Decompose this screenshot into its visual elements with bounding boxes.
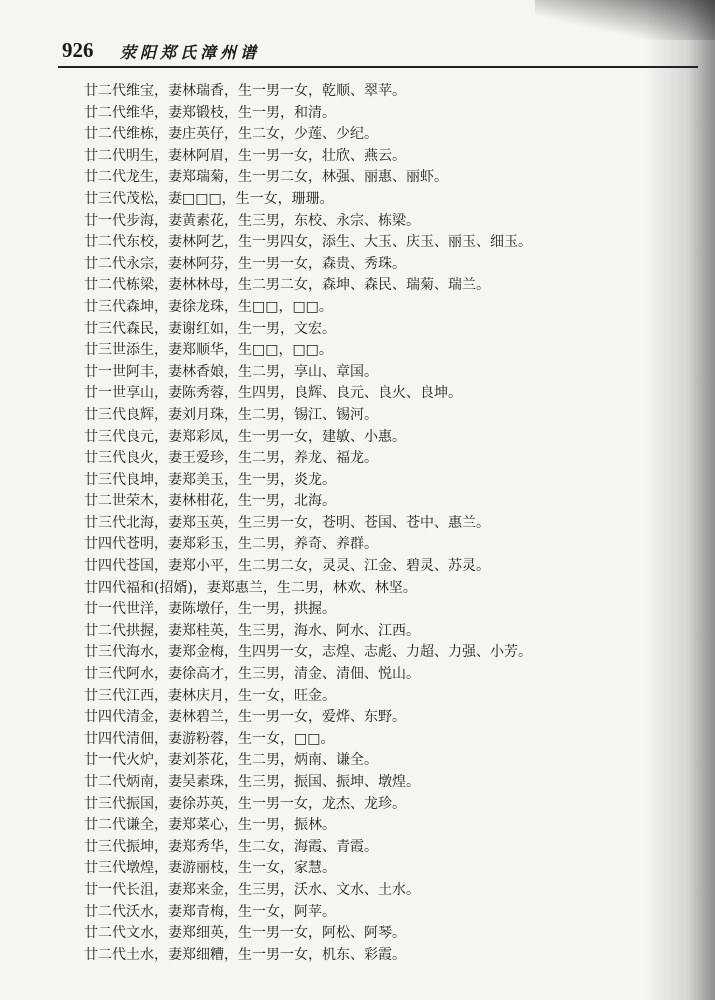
genealogy-entry: 廿三代良元，妻郑彩凤，生一男一女，建敏、小惠。 bbox=[84, 428, 406, 445]
genealogy-entry: 廿二代永宗，妻林阿芬，生一男一女，森贵、秀珠。 bbox=[84, 255, 406, 272]
genealogy-entry: 廿三代江西，妻林庆月，生一女，旺金。 bbox=[84, 687, 336, 704]
genealogy-entry: 廿三代振国，妻徐苏英，生一男一女，龙杰、龙珍。 bbox=[84, 795, 406, 812]
book-title: 荥阳郑氏漳州谱 bbox=[120, 43, 261, 62]
header-divider bbox=[58, 66, 698, 68]
genealogy-entry: 廿二代栋梁，妻林林母，生二男二女，森坤、森民、瑞菊、瑞兰。 bbox=[84, 277, 490, 294]
genealogy-entry: 廿一世享山，妻陈秀蓉，生四男，良辉、良元、良火、良坤。 bbox=[84, 385, 462, 402]
genealogy-entry: 廿二代文水，妻郑细英，生一男一女，阿松、阿琴。 bbox=[84, 925, 406, 942]
genealogy-entry: 廿三代森民，妻谢红如，生一男，文宏。 bbox=[84, 320, 336, 337]
genealogy-entry: 廿四代清金，妻林碧兰，生一男一女，爱烨、东野。 bbox=[84, 709, 406, 726]
genealogy-entry: 廿四代苍明，妻郑彩玉，生二男，养奇、养群。 bbox=[84, 536, 378, 553]
genealogy-entry: 廿二代维宝，妻林瑞香，生一男一女，乾顺、翠苹。 bbox=[84, 83, 406, 99]
genealogy-entry: 廿三代阿水，妻徐高才，生三男，清金、清佃、悦山。 bbox=[84, 666, 420, 683]
genealogy-entry: 廿二代东校，妻林阿艺，生一男四女，添生、大玉、庆玉、丽玉、细玉。 bbox=[84, 234, 532, 251]
genealogy-entry: 廿四代福和(招婿)，妻郑惠兰，生二男，林欢、林坚。 bbox=[84, 579, 417, 596]
genealogy-entry: 廿三世添生，妻郑顺华，生□□，□□。 bbox=[84, 342, 333, 359]
genealogy-entry: 廿二代沃水，妻郑青梅，生一女，阿苹。 bbox=[84, 903, 336, 920]
scan-shadow-corner bbox=[535, 0, 715, 40]
genealogy-entry: 廿一代步海，妻黄素花，生三男，东校、永宗、栋梁。 bbox=[84, 212, 420, 229]
genealogy-entry-list bbox=[84, 81, 644, 966]
genealogy-entry: 廿一代火炉，妻刘茶花，生二男，炳南、谦全。 bbox=[84, 752, 378, 769]
genealogy-entry: 廿二代谦全，妻郑菜心，生一男，振林。 bbox=[84, 817, 336, 834]
genealogy-entry: 廿二代维栋，妻庄英仔，生二女，少莲、少纪。 bbox=[84, 126, 378, 143]
genealogy-entry: 廿一代世洋，妻陈墩仔，生一男，拱握。 bbox=[84, 601, 336, 618]
genealogy-entry: 廿三代茂松，妻□□□，生一女，珊珊。 bbox=[84, 190, 334, 207]
genealogy-entry: 廿三代墩煌，妻游丽枝，生一女，家慧。 bbox=[84, 860, 336, 877]
genealogy-entry: 廿二世荣木，妻林柑花，生一男，北海。 bbox=[84, 493, 336, 510]
genealogy-entry: 廿二代明生，妻林阿眉，生一男一女，壮欣、燕云。 bbox=[84, 147, 406, 164]
genealogy-entry: 廿三代良火，妻王爱珍，生二男，养龙、福龙。 bbox=[84, 450, 378, 467]
page-number: 926 bbox=[62, 38, 94, 62]
genealogy-entry: 廿三代良辉，妻刘月珠，生二男，锡江、锡河。 bbox=[84, 406, 378, 423]
genealogy-entry: 廿三代北海，妻郑玉英，生三男一女，苍明、苍国、苍中、惠兰。 bbox=[84, 514, 490, 531]
genealogy-entry: 廿二代炳南，妻吴素珠，生三男，振国、振坤、墩煌。 bbox=[84, 774, 420, 790]
genealogy-entry: 廿二代龙生，妻郑瑞菊，生一男二女，林强、丽惠、丽虾。 bbox=[84, 169, 448, 186]
genealogy-entry: 廿一代长沮，妻郑来金，生三男，沃水、文水、土水。 bbox=[84, 881, 420, 898]
genealogy-entry: 廿三代良坤，妻郑美玉，生一男，炎龙。 bbox=[84, 471, 336, 488]
genealogy-entry: 廿三代振坤，妻郑秀华，生二女，海霞、青霞。 bbox=[84, 838, 378, 855]
genealogy-entry: 廿二代维华，妻郑锻枝，生一男，和清。 bbox=[84, 104, 336, 121]
scan-shadow-edge bbox=[645, 0, 715, 1000]
genealogy-entry: 廿四代清佃，妻游粉蓉，生一女，□□。 bbox=[84, 730, 335, 747]
page-header bbox=[62, 38, 692, 68]
genealogy-entry: 廿三代森坤，妻徐龙珠，生□□，□□。 bbox=[84, 298, 333, 315]
genealogy-entry: 廿一世阿丰，妻林香娘，生二男，享山、章国。 bbox=[84, 363, 378, 380]
genealogy-entry: 廿二代拱握，妻郑桂英，生三男，海水、阿水、江西。 bbox=[84, 622, 420, 639]
genealogy-entry: 廿三代海水，妻郑金梅，生四男一女，志煌、志彪、力超、力强、小芳。 bbox=[84, 644, 532, 661]
genealogy-entry: 廿四代苍国，妻郑小平，生二男二女，灵灵、江金、碧灵、苏灵。 bbox=[84, 558, 490, 575]
genealogy-entry: 廿二代土水，妻郑细糟，生一男一女，机东、彩霞。 bbox=[84, 946, 406, 963]
